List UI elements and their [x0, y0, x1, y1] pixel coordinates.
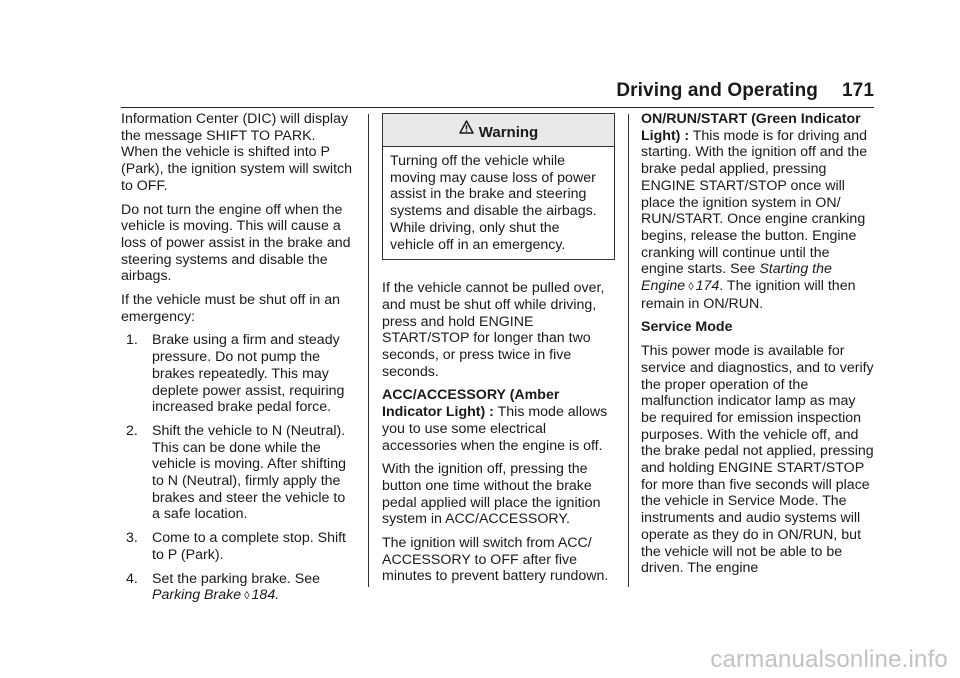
paragraph-cannot-pull-over: If the vehicle cannot be pulled over, and must be shut off while driving, press and hold ENGINE START/STOP for longer than two seconds, or press twice in five seconds. — [382, 280, 605, 380]
step-number: 1. — [126, 332, 138, 349]
service-mode-heading: Service Mode — [641, 319, 733, 336]
watermark: carmanualsonline.info — [710, 646, 948, 673]
paragraph-dic-shift: Information Center (DIC) will display the message SHIFT TO PARK. When the vehicle is shifted into P (Park), the ignition system will switch to OFF. — [121, 111, 353, 194]
warning-body: Turning off the vehicle while moving may cause loss of power assist in the brake and steering systems and disable the airbags. While driving, only shut the vehicle off in an emergency. — [390, 153, 597, 253]
paragraph-service-mode: This power mode is available for service and diagnostics, and to verify the proper operation of the malfunction indicator lamp as may be required for emission inspection purposes. With the vehicle off, and the brake pedal not applied, pressing and holding ENGINE START/STOP for more than five seconds will place the vehicle in Service Mode. The instruments and audio systems will operate as they do in ON/RUN, but the vehicle will not be able to be driven. The engine — [641, 343, 874, 577]
column-divider-left — [368, 114, 369, 587]
page-reference-icon: ◊ — [244, 590, 250, 603]
header-rule — [121, 107, 874, 108]
column-2 — [382, 111, 615, 592]
acc-heading: ACC/ACCESSORY (Amber Indicator Light) : — [382, 387, 560, 421]
page-number: 171 — [841, 80, 874, 101]
list-item — [121, 423, 353, 523]
column-3 — [641, 111, 875, 584]
paragraph-emergency: If the vehicle must be shut off in an emergency: — [121, 292, 340, 325]
emergency-steps-list — [121, 332, 353, 605]
list-item — [121, 530, 353, 563]
step-number: 4. — [126, 570, 138, 587]
list-item — [121, 332, 353, 416]
on-run-start-description: This mode is for driving and starting. With the ignition off and the brake pedal applied, pressing ENGINE START/STOP once will place the ignition system in ON/ RUN/START. Once engine cranking begins, release the button. Engine cranking will continue until the engine starts. See — [641, 127, 868, 278]
column-divider-right — [628, 114, 629, 587]
list-item: 4. Set the parking brake. See Parking Brake ◊ 184. — [126, 570, 320, 604]
paragraph-battery-rundown: The ignition will switch from ACC/ ACCESSORY to OFF after five minutes to prevent battery rundown. — [382, 535, 609, 585]
warning-title: Warning — [478, 124, 539, 141]
reference-page-number[interactable]: 174 — [695, 278, 720, 295]
step-text: Set the parking brake. See — [152, 570, 320, 587]
step-number: 3. — [126, 530, 138, 547]
parking-brake-link[interactable]: Parking Brake — [152, 587, 242, 604]
paragraph-ignition-off: With the ignition off, pressing the button one time without the brake pedal applied will place the ignition system in ACC/ACCESSORY. — [382, 461, 601, 528]
step-text: Brake using a firm and steady pressure. Do not pump the brakes repeatedly. This may deplete power assist, requiring increased brake pedal force. — [152, 332, 345, 416]
acc-description: This mode allows you to use some electrical accessories when the engine is off. — [382, 404, 608, 454]
page-header — [0, 80, 874, 102]
paragraph-acc-accessory — [382, 387, 615, 454]
step-text: Come to a complete stop. Shift to P (Park). — [152, 530, 346, 563]
step-number: 2. — [126, 422, 138, 439]
warning-header — [383, 114, 614, 147]
paragraph-on-run-start: ON/RUN/START (Green Indicator Light) : This mode is for driving and starting. With the ignition off and the brake pedal applied, pressing ENGINE START/STOP once will place the ignition system in ON/ RUN/START. Once engine cranking begins, release the button. Engine cranking will continue until the engine starts. See Starting the Engine ◊ 174. The ignition will then remain in ON/RUN. — [641, 111, 868, 312]
paragraph-engine-off: Do not turn the engine off when the vehicle is moving. This will cause a loss of power assist in the brake and steering systems and disable the airbags. — [121, 201, 351, 285]
section-title: Driving and Operating — [616, 80, 818, 101]
page-reference-icon: ◊ — [688, 281, 694, 294]
on-run-start-heading: ON/RUN/START (Green Indicator Light) : — [641, 111, 861, 144]
reference-page-number[interactable]: 184 — [251, 587, 276, 604]
starting-the-engine-link[interactable]: Starting the Engine — [641, 261, 832, 295]
warning-triangle-icon — [459, 111, 474, 149]
step-text: Shift the vehicle to N (Neutral). This can be done while the vehicle is moving. After shifting to N (Neutral), firmly apply the brakes and steer the vehicle to a safe location. — [152, 422, 346, 523]
warning-box — [382, 113, 615, 260]
column-1 — [121, 111, 353, 612]
